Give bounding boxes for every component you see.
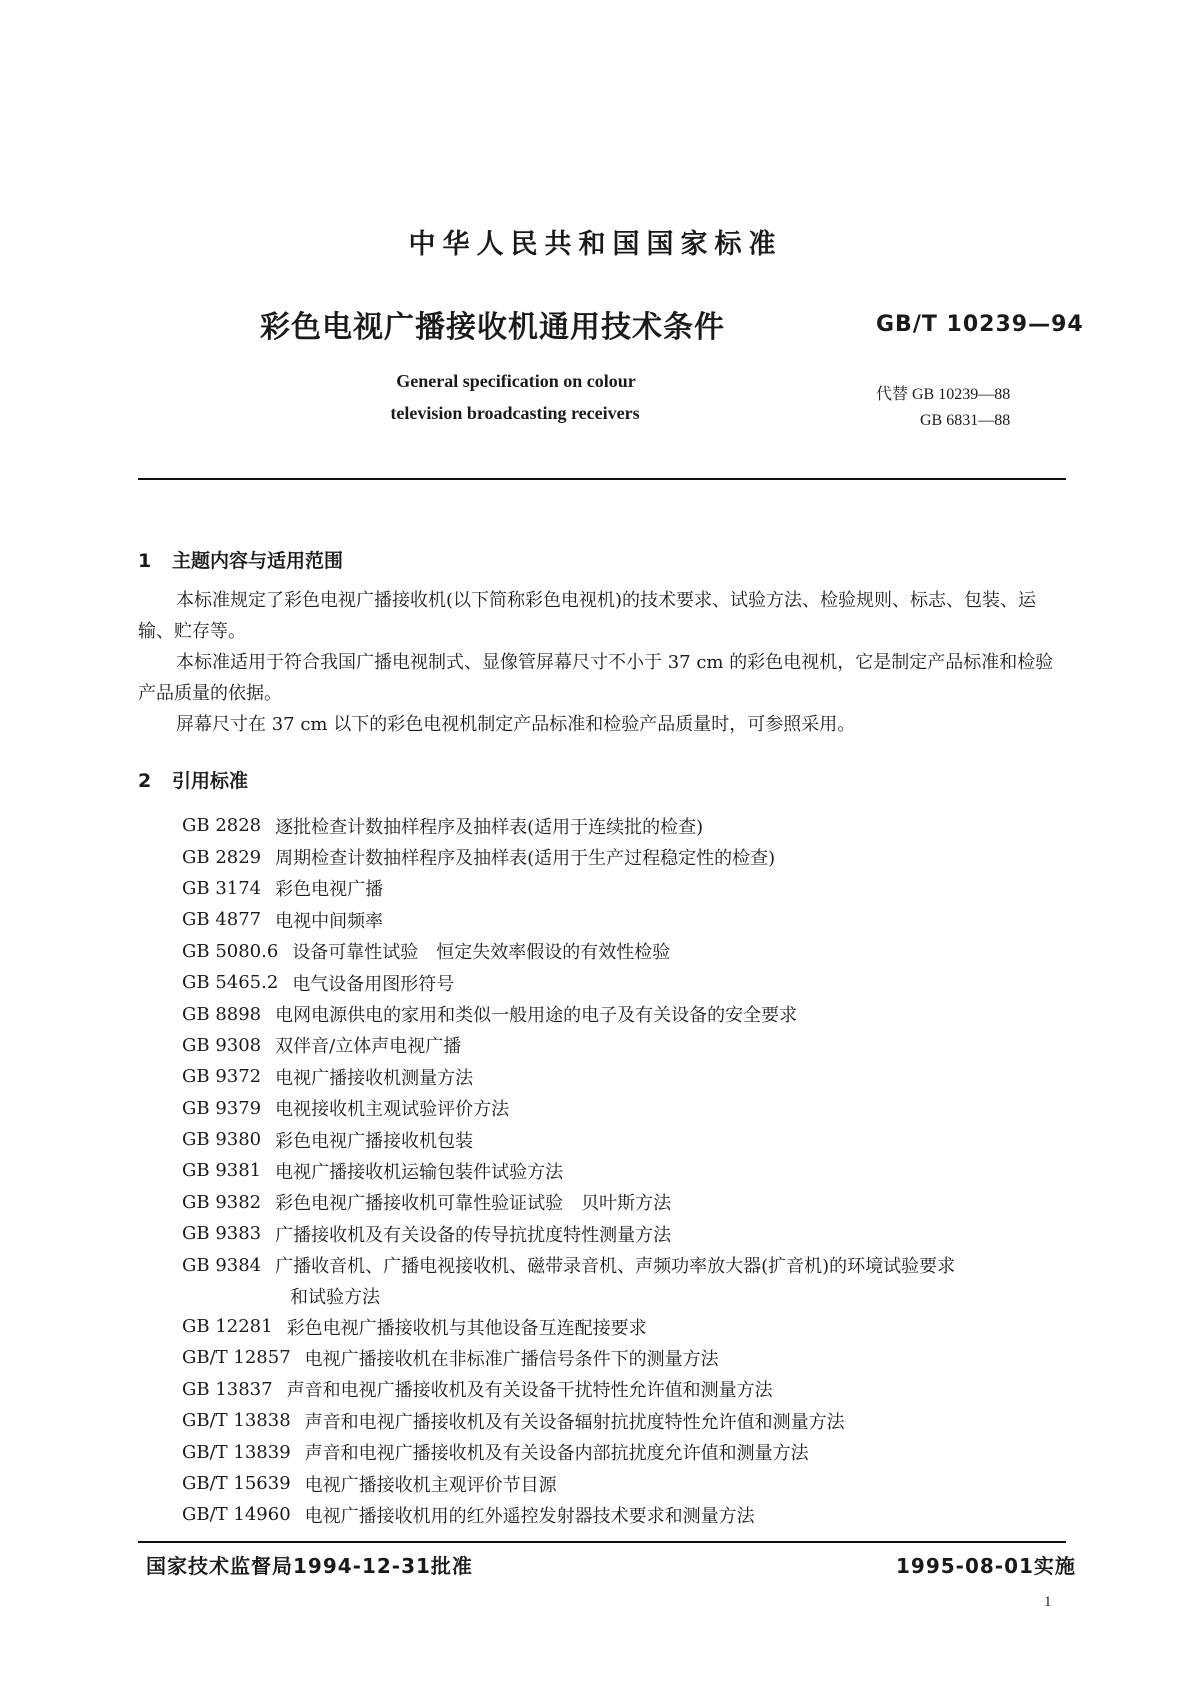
reference-code: GB 9308 xyxy=(182,1034,262,1056)
reference-title: 电视接收机主观试验评价方法 xyxy=(275,1099,510,1121)
reference-item xyxy=(182,1061,1082,1092)
reference-code: GB 4877 xyxy=(182,909,262,931)
reference-item xyxy=(182,1499,1082,1530)
reference-item xyxy=(182,810,1082,841)
reference-title: 电网电源供电的家用和类似一般用途的电子及有关设备的安全要求 xyxy=(275,1005,798,1027)
reference-item xyxy=(182,1311,1082,1342)
reference-item xyxy=(182,873,1082,904)
reference-title: 彩色电视广播 xyxy=(275,879,384,901)
reference-item xyxy=(182,1187,1082,1218)
reference-code: GB 9382 xyxy=(182,1191,262,1213)
reference-code: GB 9380 xyxy=(182,1129,262,1151)
reference-item xyxy=(182,1030,1082,1061)
reference-title: 电视广播接收机主观评价节目源 xyxy=(304,1474,557,1496)
reference-item xyxy=(182,1155,1082,1186)
reference-item xyxy=(182,1374,1082,1405)
english-title-line-1: General specification on colour xyxy=(396,371,636,391)
reference-item xyxy=(182,841,1082,872)
reference-title: 彩色电视广播接收机包装 xyxy=(275,1130,474,1152)
reference-code: GB 2829 xyxy=(182,846,262,868)
reference-title: 电视广播接收机测量方法 xyxy=(275,1067,474,1089)
reference-title-continuation: 和试验方法 xyxy=(290,1286,380,1308)
reference-item xyxy=(182,1468,1082,1499)
section-1-heading xyxy=(138,546,343,573)
reference-item xyxy=(182,1124,1082,1155)
standard-code: GB/T 10239—94 xyxy=(876,312,1084,337)
reference-list xyxy=(182,810,1082,1531)
reference-item xyxy=(182,1249,1082,1280)
english-title-line-2: television broadcasting receivers xyxy=(390,403,640,423)
effective-date: 1995-08-01实施 xyxy=(896,1554,1076,1578)
section-1-number: 1 xyxy=(138,550,152,572)
reference-title: 广播接收机及有关设备的传导抗扰度特性测量方法 xyxy=(275,1224,672,1246)
reference-code: GB 9384 xyxy=(182,1254,262,1276)
reference-code: GB/T 13839 xyxy=(182,1441,291,1463)
reference-title: 电视广播接收机在非标准广播信号条件下的测量方法 xyxy=(304,1348,719,1370)
reference-title: 电视中间频率 xyxy=(275,910,384,932)
document-title: 彩色电视广播接收机通用技术条件 xyxy=(260,310,725,345)
reference-item xyxy=(182,998,1082,1029)
reference-code: GB 8898 xyxy=(182,1003,262,1025)
section-1-paragraph: 屏幕尺寸在 37 cm 以下的彩色电视机制定产品标准和检验产品质量时，可参照采用。 xyxy=(176,714,856,735)
reference-item xyxy=(182,1093,1082,1124)
reference-title: 设备可靠性试验 恒定失效率假设的有效性检验 xyxy=(292,942,671,964)
reference-code: GB 2828 xyxy=(182,815,262,837)
section-2-heading xyxy=(138,766,248,793)
header-divider xyxy=(138,478,1066,480)
section-2-number: 2 xyxy=(138,770,152,792)
replaces-line-1: 代替 GB 10239—88 xyxy=(876,386,1011,403)
reference-item xyxy=(182,1436,1082,1467)
replaces-line-2: GB 6831—88 xyxy=(920,412,1011,429)
national-standard-title: 中华人民共和国国家标准 xyxy=(408,229,783,260)
reference-code: GB 9383 xyxy=(182,1223,262,1245)
reference-item xyxy=(182,904,1082,935)
reference-title: 彩色电视广播接收机可靠性验证试验 贝叶斯方法 xyxy=(275,1193,672,1215)
reference-title: 声音和电视广播接收机及有关设备辐射抗扰度特性允许值和测量方法 xyxy=(304,1411,845,1433)
reference-code: GB 3174 xyxy=(182,877,262,899)
reference-title: 广播收音机、广播电视接收机、磁带录音机、声频功率放大器(扩音机)的环境试验要求 xyxy=(275,1256,956,1278)
section-1-paragraph: 本标准适用于符合我国广播电视制式、显像管屏幕尺寸不小于 37 cm 的彩色电视机，它是制定产品标准和检验产品质量的依据。 xyxy=(138,652,1054,704)
reference-code: GB/T 13838 xyxy=(182,1410,291,1432)
reference-code: GB 9372 xyxy=(182,1066,262,1088)
reference-code: GB 5080.6 xyxy=(182,940,279,962)
reference-code: GB/T 15639 xyxy=(182,1473,291,1494)
reference-code: GB 5465.2 xyxy=(182,972,279,994)
reference-title: 声音和电视广播接收机及有关设备内部抗扰度允许值和测量方法 xyxy=(304,1443,809,1465)
reference-title: 彩色电视广播接收机与其他设备互连配接要求 xyxy=(286,1317,647,1339)
reference-code: GB/T 12857 xyxy=(182,1347,291,1369)
reference-item xyxy=(182,967,1082,998)
reference-code: GB/T 14960 xyxy=(182,1504,291,1526)
reference-title: 双伴音/立体声电视广播 xyxy=(275,1036,462,1058)
reference-title: 声音和电视广播接收机及有关设备干扰特性允许值和测量方法 xyxy=(286,1380,773,1402)
reference-item xyxy=(182,1405,1082,1436)
reference-title: 电视广播接收机运输包装件试验方法 xyxy=(275,1161,564,1183)
section-2-title: 引用标准 xyxy=(172,770,249,792)
page-number: 1 xyxy=(1044,1594,1052,1610)
reference-code: GB 13837 xyxy=(182,1378,273,1400)
reference-title: 逐批检查计数抽样程序及抽样表(适用于连续批的检查) xyxy=(275,816,704,838)
reference-title: 电视广播接收机用的红外遥控发射器技术要求和测量方法 xyxy=(304,1505,755,1527)
approval-note: 国家技术监督局1994-12-31批准 xyxy=(146,1554,473,1578)
reference-item xyxy=(182,1342,1082,1373)
reference-item xyxy=(182,1218,1082,1249)
reference-code: GB 9379 xyxy=(182,1097,262,1119)
reference-item xyxy=(182,936,1082,967)
reference-code: GB 12281 xyxy=(182,1316,273,1338)
reference-title: 电气设备用图形符号 xyxy=(292,973,455,995)
section-1-title: 主题内容与适用范围 xyxy=(172,550,344,572)
reference-title: 周期检查计数抽样程序及抽样表(适用于生产过程稳定性的检查) xyxy=(275,848,776,870)
footer-divider xyxy=(138,1541,1066,1543)
reference-code: GB 9381 xyxy=(182,1160,262,1182)
section-1-paragraph: 本标准规定了彩色电视广播接收机(以下简称彩色电视机)的技术要求、试验方法、检验规则、标志、包装、运输、贮存等。 xyxy=(138,590,1037,642)
